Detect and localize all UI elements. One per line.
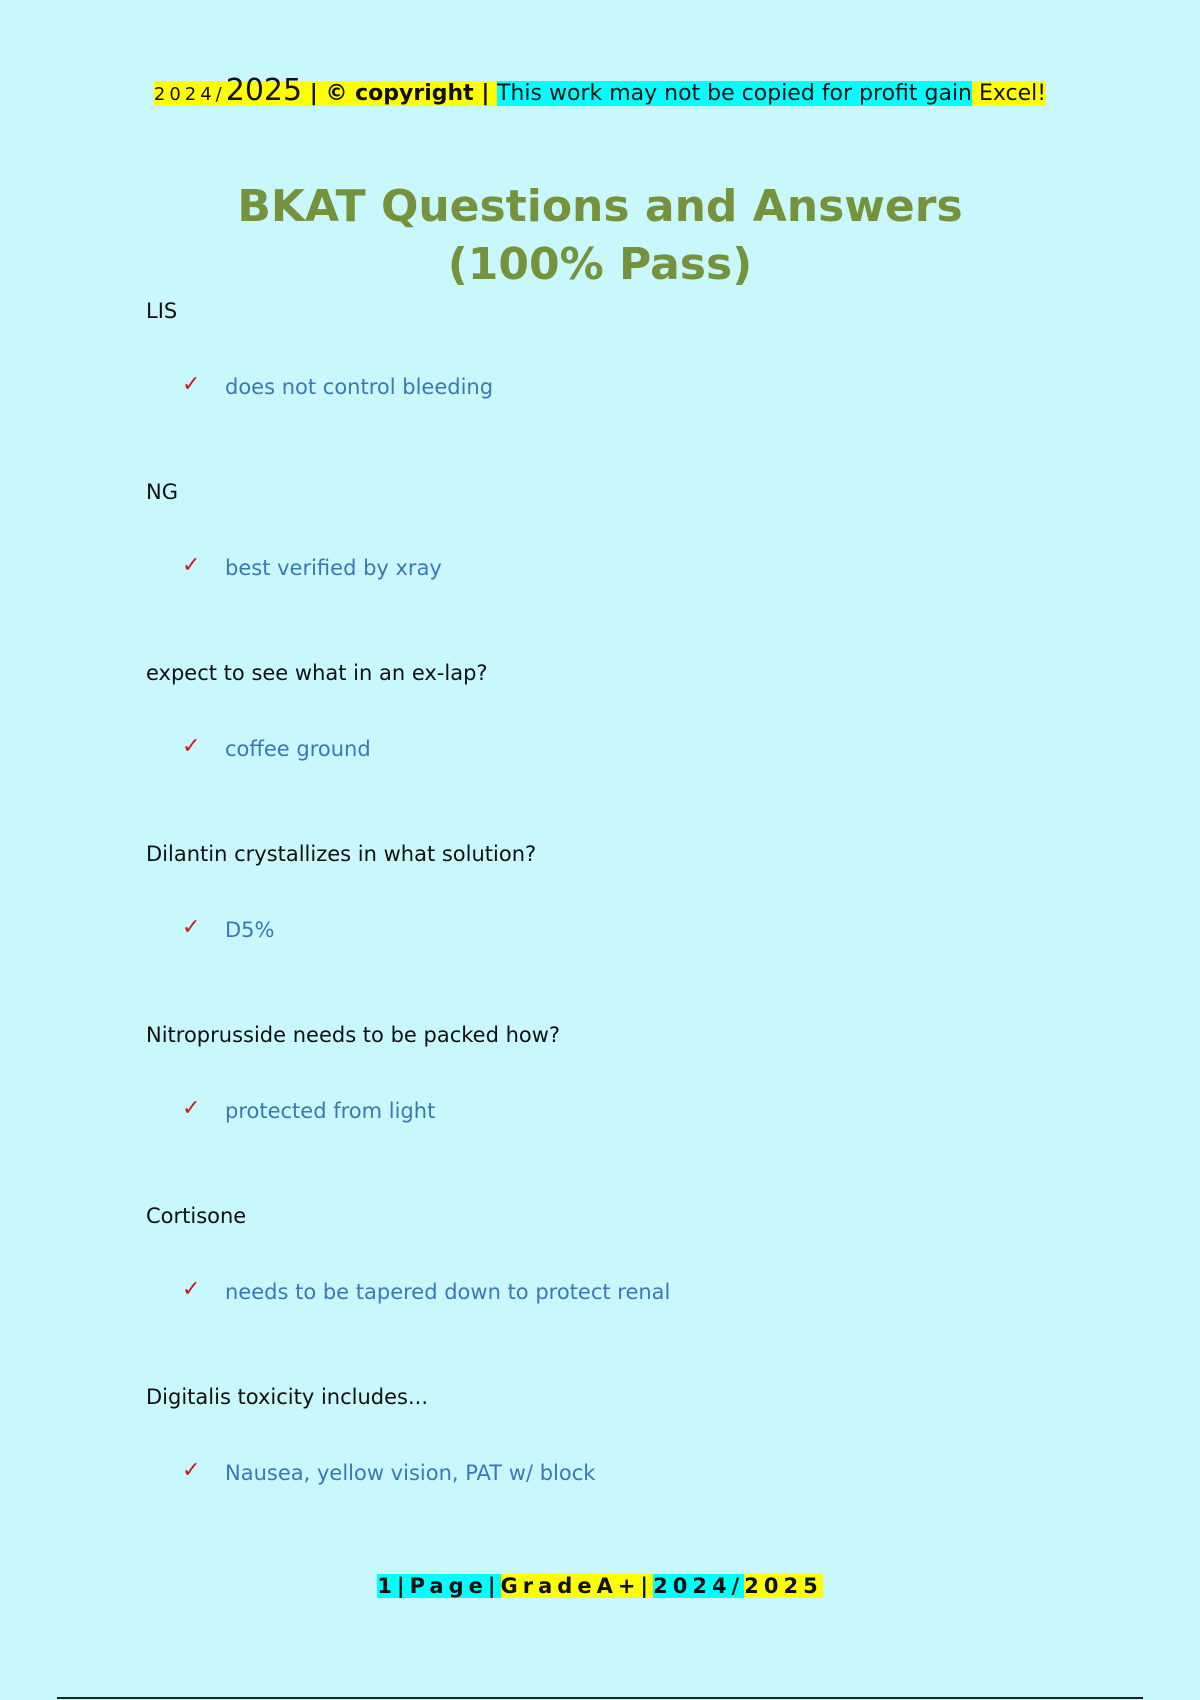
answer-row <box>182 1458 1146 1488</box>
footer-year-start: 2024/ <box>653 1574 745 1598</box>
question-text: expect to see what in an ex-lap? <box>146 661 488 685</box>
answer-row <box>182 553 1146 583</box>
footer-page-number: 1|Page| <box>377 1574 501 1598</box>
footer-grade: GradeA+| <box>500 1574 654 1598</box>
answer-text: best verified by xray <box>225 556 442 580</box>
header-notice: This work may not be copied for profit gain <box>497 81 973 106</box>
qa-item <box>146 1201 1146 1307</box>
answer-text: coffee ground <box>225 737 371 761</box>
qa-item <box>146 296 1146 402</box>
footer-year-end: 2025 <box>744 1574 823 1598</box>
bottom-divider <box>57 1697 1143 1699</box>
qa-item <box>146 1020 1146 1126</box>
check-icon: ✓ <box>182 1458 201 1483</box>
header-year-block <box>153 73 498 108</box>
question-text: NG <box>146 480 178 504</box>
question-text: Digitalis toxicity includes... <box>146 1385 429 1409</box>
check-icon: ✓ <box>182 372 201 397</box>
answer-text: does not control bleeding <box>225 375 494 399</box>
qa-item <box>146 477 1146 583</box>
qa-item <box>146 1382 1146 1488</box>
question-text: Cortisone <box>146 1204 247 1228</box>
header-year-big: 2025 <box>225 73 303 108</box>
check-icon: ✓ <box>182 553 201 578</box>
header-copyright: | © copyright | <box>302 81 498 106</box>
page-header <box>0 70 1200 116</box>
qa-item <box>146 658 1146 764</box>
answer-text: needs to be tapered down to protect renal <box>225 1280 671 1304</box>
answer-row <box>182 1277 1146 1307</box>
question-text: LIS <box>146 299 178 323</box>
check-icon: ✓ <box>182 1096 201 1121</box>
answer-row <box>182 372 1146 402</box>
check-icon: ✓ <box>182 734 201 759</box>
answer-row <box>182 1096 1146 1126</box>
check-icon: ✓ <box>182 1277 201 1302</box>
answer-row <box>182 734 1146 764</box>
answer-row <box>182 915 1146 945</box>
answer-text: Nausea, yellow vision, PAT w/ block <box>225 1461 596 1485</box>
answer-text: protected from light <box>225 1099 436 1123</box>
document-title: BKAT Questions and Answers (100% Pass) <box>237 181 963 290</box>
question-text: Dilantin crystallizes in what solution? <box>146 842 537 866</box>
qa-item <box>146 839 1146 945</box>
page-footer <box>0 1571 1200 1601</box>
answer-text: D5% <box>225 918 275 942</box>
check-icon: ✓ <box>182 915 201 940</box>
header-excel: Excel! <box>972 81 1047 106</box>
header-year-small: 2024/ <box>153 84 226 105</box>
question-text: Nitroprusside needs to be packed how? <box>146 1023 561 1047</box>
